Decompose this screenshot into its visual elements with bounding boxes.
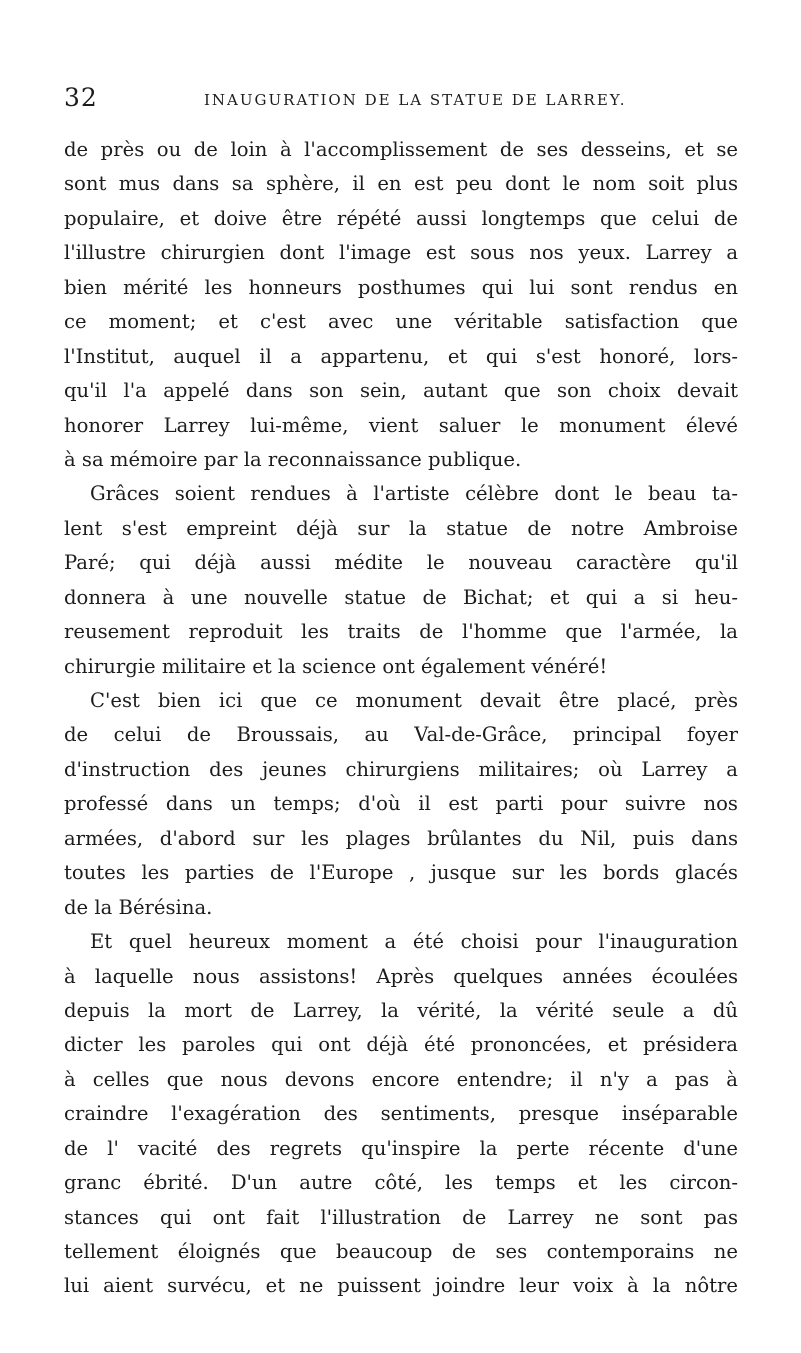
text-line: qu'il l'a appelé dans son sein, autant que son choix devait — [64, 379, 738, 403]
text-line: à laquelle nous assistons! Après quelques années écoulées — [64, 964, 738, 988]
text-line: ce moment; et c'est avec une véritable satisfaction que — [64, 310, 738, 334]
text-line: toutes les parties de l'Europe , jusque sur les bords glacés — [64, 861, 738, 885]
text-line: honorer Larrey lui-même, vient saluer le monument élevé — [64, 413, 738, 437]
text-line: tellement éloignés que beaucoup de ses contemporains ne — [64, 1240, 738, 1263]
text-line: de l' vacité des regrets qu'inspire la perte récente d'une — [64, 1136, 738, 1160]
text-line: professé dans un temps; d'où il est parti pour suivre nos — [64, 792, 738, 816]
body-text — [64, 133, 738, 1304]
text-line: de celui de Broussais, au Val-de-Grâce, principal foyer — [64, 723, 738, 747]
text-line: dicter les paroles qui ont déjà été prononcées, et présidera — [64, 1033, 738, 1057]
text-line: chirurgie militaire et la science ont également vénéré! — [64, 654, 608, 678]
text-line: armées, d'abord sur les plages brûlantes du Nil, puis dans — [64, 826, 738, 850]
text-line: de la Bérésina. — [64, 895, 213, 919]
text-line: l'illustre chirurgien dont l'image est sous nos yeux. Larrey a — [64, 241, 738, 265]
text-line: stances qui ont fait l'illustration de Larrey ne sont pas — [64, 1205, 738, 1229]
text-line: Et quel heureux moment a été choisi pour l'inauguration — [90, 930, 738, 954]
text-line: lui aient survécu, et ne puissent joindre leur voix à la nôtre — [64, 1274, 738, 1298]
text-line: depuis la mort de Larrey, la vérité, la vérité seule a dû — [64, 998, 738, 1022]
text-line: C'est bien ici que ce monument devait être placé, près — [90, 689, 738, 712]
running-title: INAUGURATION DE LA STATUE DE LARREY. — [204, 91, 627, 109]
text-line: lent s'est empreint déjà sur la statue de notre Ambroise — [64, 516, 738, 540]
text-line: Paré; qui déjà aussi médite le nouveau caractère qu'il — [64, 551, 738, 575]
text-line: bien mérité les honneurs posthumes qui lui sont rendus en — [64, 275, 738, 299]
text-line: donnera à une nouvelle statue de Bichat; et qui a si heu- — [64, 585, 738, 609]
text-line: à sa mémoire par la reconnaissance publique. — [64, 447, 522, 471]
text-line: craindre l'exagération des sentiments, presque inséparable — [64, 1102, 738, 1126]
text-line: sont mus dans sa sphère, il en est peu dont le nom soit plus — [64, 172, 738, 196]
text-line: de près ou de loin à l'accomplissement de ses desseins, et se — [64, 138, 738, 161]
text-line: l'Institut, auquel il a appartenu, et qui s'est honoré, lors- — [64, 344, 738, 368]
text-line: d'instruction des jeunes chirurgiens militaires; où Larrey a — [64, 757, 738, 781]
text-line: granc ébrité. D'un autre côté, les temps et les circon- — [64, 1171, 738, 1195]
running-head — [64, 83, 744, 113]
text-line: à celles que nous devons encore entendre; il n'y a pas à — [64, 1067, 738, 1091]
text-line: reusement reproduit les traits de l'homme que l'armée, la — [64, 620, 738, 644]
text-line: Grâces soient rendues à l'artiste célèbre dont le beau ta- — [90, 482, 738, 506]
page-number: 32 — [64, 83, 98, 112]
text-line: populaire, et doive être répété aussi longtemps que celui de — [64, 206, 738, 230]
